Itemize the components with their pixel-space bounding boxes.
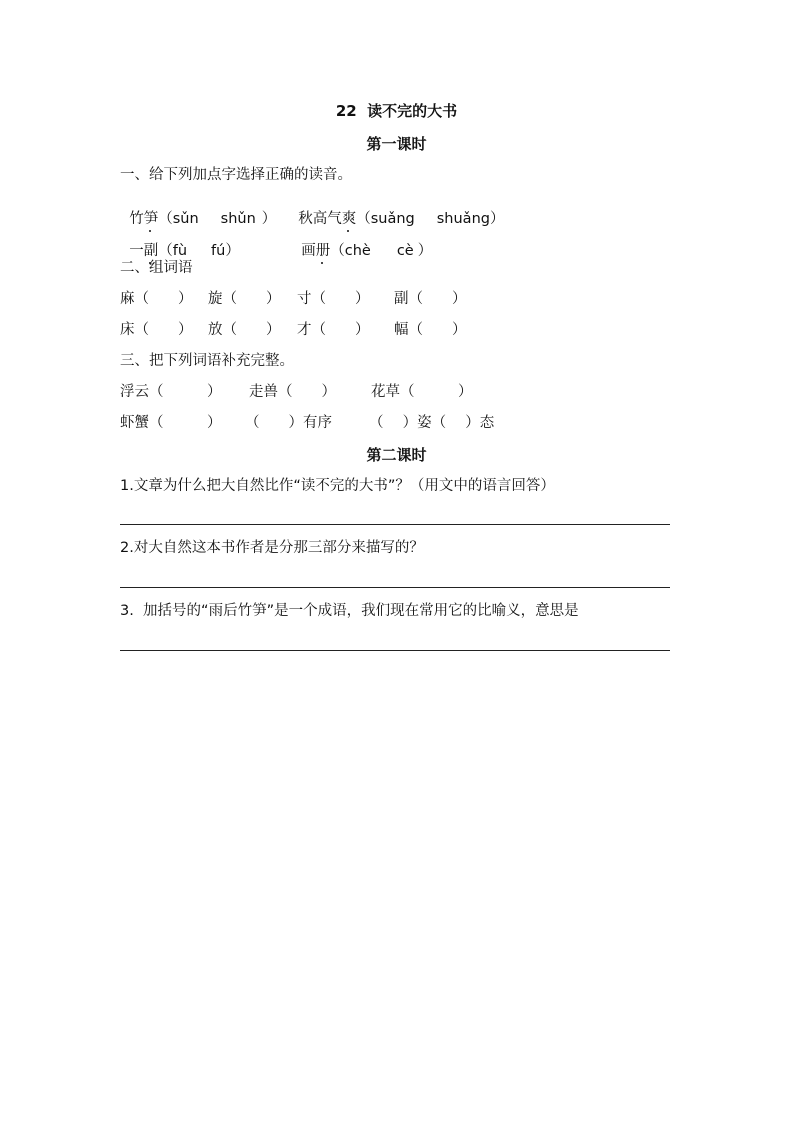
section2-title: 二、组词语 xyxy=(120,260,193,276)
answer-line xyxy=(120,524,670,525)
item-word-text: 秋高气 xyxy=(298,210,342,227)
lesson2-heading: 第二课时 xyxy=(366,446,427,464)
lesson1-heading: 第一课时 xyxy=(366,135,427,153)
item-word-text: 一 xyxy=(129,242,144,259)
pinyin-item-3: 一副 （fù fú） xyxy=(120,229,240,258)
pinyin-item-4: 画册 （chè cè ） xyxy=(292,229,432,258)
phrase-blank: 花草（ ） xyxy=(371,384,473,400)
item-word-text: 竹 xyxy=(129,210,144,227)
dotted-char: 爽 xyxy=(342,211,357,227)
phrase-blank: （ ）姿（ ）态 xyxy=(369,415,495,431)
pinyin-item-1: 竹笋 （sǔn shǔn ） xyxy=(120,197,276,226)
question-3: 3. 加括号的“雨后竹笋”是一个成语，我们现在常用它的比喻义，意思是 xyxy=(120,603,579,619)
word-blank: 麻（ ） xyxy=(120,291,193,307)
dotted-char: 副 xyxy=(144,243,159,259)
word-blank: 幅（ ） xyxy=(394,322,467,338)
pinyin-option: shǔn xyxy=(220,210,256,227)
emphasis-dot-icon xyxy=(321,262,324,265)
question-2: 2.对大自然这本书作者是分那三部分来描写的？ xyxy=(120,540,424,556)
item-word-text: 画 xyxy=(301,242,316,259)
phrase-blank: 走兽（ ） xyxy=(249,384,336,400)
word-blank: 床（ ） xyxy=(120,322,193,338)
word-blank: 才（ ） xyxy=(297,322,370,338)
pinyin-option: shuǎng xyxy=(436,210,490,227)
dotted-char: 笋 xyxy=(144,211,159,227)
phrase-blank: 虾蟹（ ） xyxy=(120,415,222,431)
word-blank: 旋（ ） xyxy=(208,291,281,307)
pinyin-option: sǔn xyxy=(172,210,199,227)
pinyin-option: fú xyxy=(211,242,226,259)
word-blank: 副（ ） xyxy=(394,291,467,307)
pinyin-item-2: 秋高气爽 （suǎng shuǎng） xyxy=(289,197,504,226)
section1-title: 一、给下列加点字选择正确的读音。 xyxy=(120,167,352,183)
section3-title: 三、把下列词语补充完整。 xyxy=(120,353,294,369)
pinyin-option: chè xyxy=(344,242,371,259)
pinyin-option: cè xyxy=(396,242,414,259)
word-blank: 放（ ） xyxy=(208,322,281,338)
page-title: 22 读不完的大书 xyxy=(335,102,458,120)
pinyin-option: fù xyxy=(172,242,188,259)
phrase-blank: 浮云（ ） xyxy=(120,384,222,400)
dotted-char: 册 xyxy=(316,243,331,259)
question-1: 1.文章为什么把大自然比作“读不完的大书”？（用文中的语言回答） xyxy=(120,478,555,494)
pinyin-option: suǎng xyxy=(370,210,415,227)
answer-line xyxy=(120,587,670,588)
answer-line xyxy=(120,650,670,651)
phrase-blank: （ ）有序 xyxy=(245,415,332,431)
word-blank: 寸（ ） xyxy=(297,291,370,307)
